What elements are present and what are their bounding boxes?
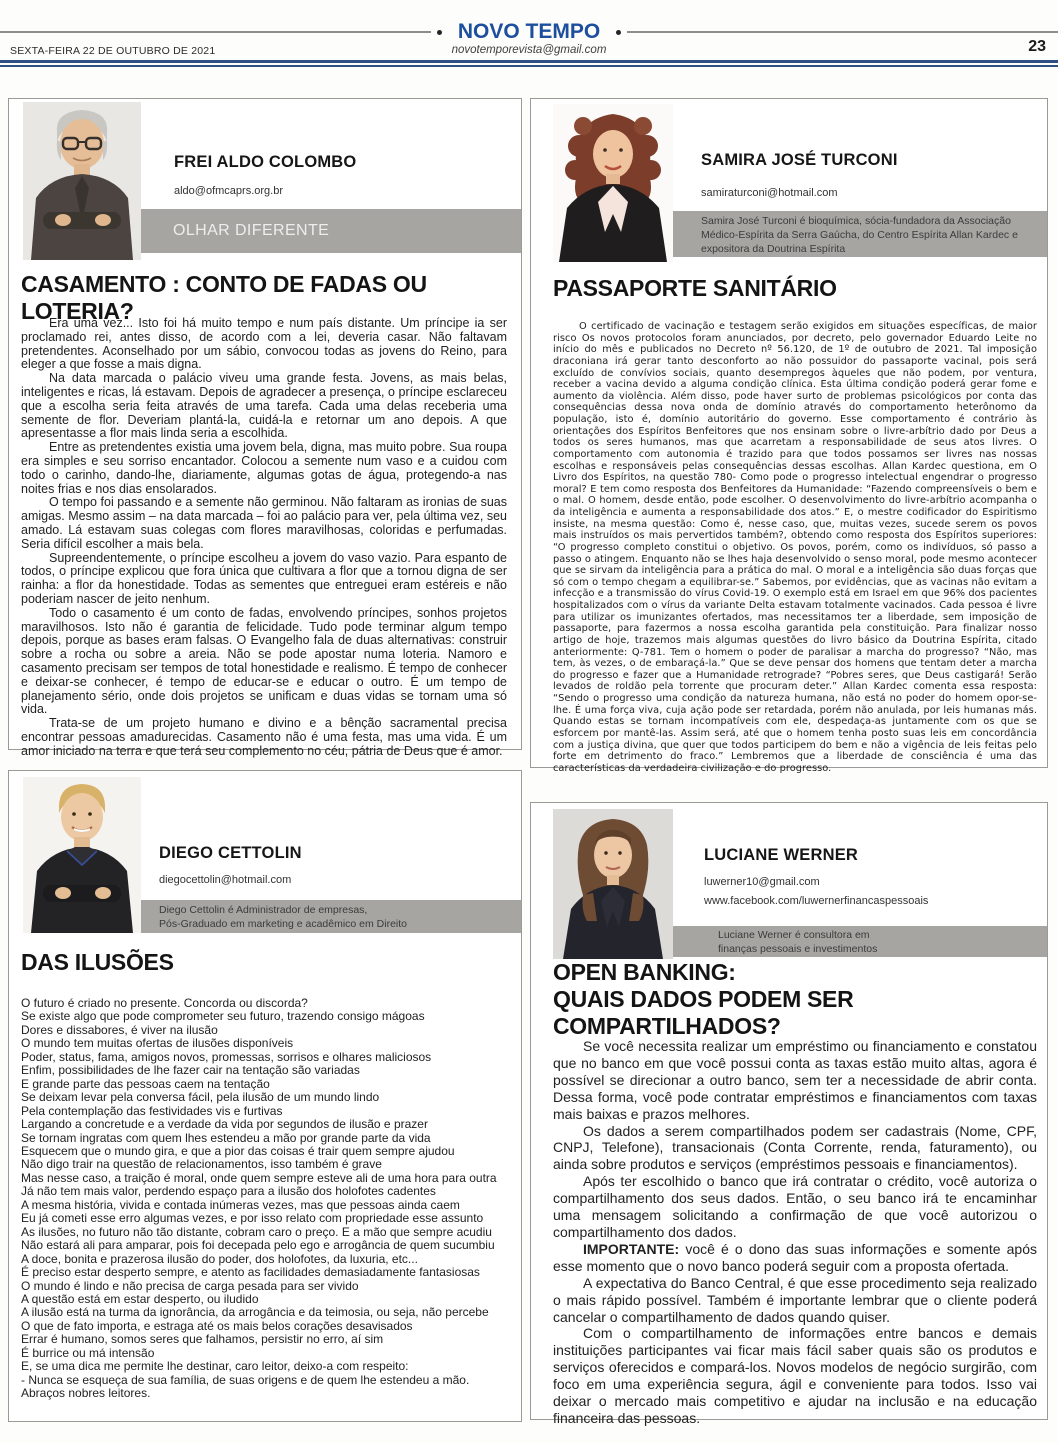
text-line: Não digo trair na questão de relacionamentos, isso também é grave <box>21 1157 382 1172</box>
article-title: CASAMENTO : CONTO DE FADAS OU LOTERIA? <box>21 271 427 324</box>
author-bio-band <box>657 211 1047 257</box>
article-title: DAS ILUSÕES <box>21 949 174 975</box>
text-line: Luciane Werner é consultora em <box>718 929 870 941</box>
author-photo-luciane <box>553 809 673 959</box>
text-line: E grande parte das pessoas caem na tentação <box>21 1076 270 1091</box>
text-line: Enfim, possibilidades de lhe fazer cair na tentação são variadas <box>21 1063 360 1078</box>
article-passaporte-sanitario <box>530 98 1048 774</box>
author-email: diegocettolin@hotmail.com <box>159 874 292 886</box>
section-label: OLHAR DIFERENTE <box>173 222 330 239</box>
text-line: Era uma vez... Isto foi há muito tempo e num país distante. Um príncipe ia ser proclamado rei, antes disso, de acordo com a lei, deveria casar. Não faltavam pretendentes. Aconselhado por um sábio, convocou todas as jovens do Reino, para eleger a que fosse a mais digna. <box>21 316 507 372</box>
text-line: Eu já cometi esse erro algumas vezes, e por isso relato com propriedade esse assunto <box>21 1211 484 1226</box>
text-line: A ilusão está na turma da ignorância, da arrogância e da teimosia, ou seja, não percebe <box>21 1305 489 1320</box>
author-name: SAMIRA JOSÉ TURCONI <box>701 151 898 169</box>
article-body <box>21 317 507 759</box>
masthead-dot-icon <box>616 30 621 35</box>
text-line: Se existe algo que pode comprometer seu futuro, trazendo consigo mágoas <box>21 1009 425 1024</box>
text-line: O certificado de vacinação e testagem serão exigidos em situações específicas, de maior risco Os novos protocolos foram anunciados, por decreto, pelo governador Eduardo Leite no início do mês e publicados no Decreto nº 56.120, de 1º de outubro de 2021. Tal imposição draconiana irá gerar tanto desconforto ao não possuidor do passaporte vacinal, pois será excluído de convívios sociais, quanto desempregos àqueles que não podem, por ventura, receber a vacina devido a alguma condição clínica. Esta última condição poderá gerar fome e aumento da violência. Além disso, pode haver surto de problemas psicológicos por conta das consequências dessa nova onda de domínio através do comportamento heterônomo da população, isto é, domínio autoritário do governo. Esse comportamento é contrário às orientações dos Espíritos Benfeitores que nos ensinam sobre o livre-arbítrio dado por Deus a todos os seres humanos, mas que acarretam a responsabilidade de seus atos livres. O comportamento com autonomia é trazido para que todos possamos ser livres nas nossas escolhas e responsáveis pelas consequências dessas escolhas. Allan Kardec questiona, em O Livro dos Espíritos, na questão 780- Como pode o progresso intelectual engendrar o progresso moral? E tem como resposta dos Benfeitores da Humanidade: “Fazendo compreensíveis o bem e o mal. O homem, desde então, pode escolher. O desenvolvimento do livre-arbítrio acompanha o da inteligência e aumenta a responsabilidade dos atos.” E, o mestre codificador do Espiritismo insiste, na mesma questão: Como é, nesse caso, que, muitas vezes, sucede serem os povos mais instruídos os mais pervertidos também?, obtendo como resposta dos Espíritos superiores: “O progresso completo constitui o objetivo. Os povos, porém, como os indivíduos, só passo a passo o atingem. Enquanto não se lhes haja desenvolvido o senso moral, pode mesmo acontecer que se sirvam da inteligência para a prática do mal. O moral e a inteligência são duas forças que só com o tempo chegam a equilibrar-se.” Sabemos, por evidências, que as vacinas não evitam a infecção e a transmissão do vírus Covid-19. O exemplo está em Israel em que 96% dos pacientes hospitalizados com o vírus da variante Delta estavam totalmente vacinados. Cada pessoa é livre para utilizar os imunizantes ofertados, mas necessitamos ter a liberdade, sem imposição de passaporte, para fazermos a nossa escolha garantida pela constituição. Para finalizar nosso artigo de hoje, trazemos mais algumas questões do livro básico da Doutrina Espírita, citado anteriormente: Q-781. Tem o homem o poder de paralisar a marcha do progresso? “Não, mas tem, às vezes, o de embaraçá-la.” Que se deve pensar dos homens que tentam deter a marcha do progresso e fazer que a Humanidade retrograde? “Pobres seres, que Deus castigará! Serão levados de roldão pela torrente que procuram deter.” Allan Kardec comenta essa resposta: “Sendo o progresso uma condição da natureza humana, não está no poder do homem opor-se-lhe. É uma força viva, cuja ação pode ser retardada, porém não anulada, por leis humanas más. Quando estas se tornam incompatíveis com ele, despedaça-as juntamente com os que se esforcem por mantê-las. Assim será, até que o homem tenha posto suas leis em concordância com a justiça divina, que quer que todos participem do bem e não a vigência de leis feitas pelo forte em detrimento do fraco.” Lembremos que a liberdade de consciência é uma das características da verdadeira civilização e do progresso. <box>553 321 1037 774</box>
text-line: IMPORTANTE: você é o dono das suas informações e somente após esse momento que o novo banco poderá seguir com a proposta ofertada. <box>553 1240 1037 1274</box>
text-line: O tempo foi passando e a semente não germinou. Não faltaram as ironias de suas amigas. Mesmo assim – na data marcada – foi ao palácio para ver, pela última vez, seu amado. Lá estavam suas colegas com flores maravilhosas, coloridas e perfumadas. Seria difícil escolher a mais bela. <box>21 495 507 551</box>
edition-date: SEXTA-FEIRA 22 DE OUTUBRO DE 2021 <box>10 45 216 57</box>
article-body <box>553 321 1037 774</box>
text-line: Com o compartilhamento de informações entre bancos e demais instituições participantes vai ficar mais fácil saber quais são os produtos e serviços oferecidos e compará-los. Novos modelos de negócio surgirão, com foco em uma experiência segura, ágil e conveniente para todos. Isso vai deixar o mercado mais competitivo e ajudar na inclusão e na educação financeira das pessoas. <box>553 1325 1037 1426</box>
text-line: O que de fato importa, e estraga até os mais belos corações desavisados <box>21 1318 413 1333</box>
text-line: Todo o casamento é um conto de fadas, envolvendo príncipes, sonhos projetos maravilhosos. Isto não é garantia de felicidade. Tudo pode terminar algum tempo depois, porque as bases eram falsas. O Evangelho fala de duas alternativas: construir sobre a rocha ou sobre a areia. Não se pode apostar numa loteria. Namoro e casamento precisam ser tempos de total honestidade e realismo. É tempo de conhecer e deixar-se conhecer, é tempo de educar-se e educar o outro. É um tempo de planejamento sério, onde dois projetos se unificam e duas vidas se tornam uma só vida. <box>21 605 507 717</box>
text-line: Não estará ali para amparar, pois foi decepada pelo ego e arrogância de quem sucumbiu <box>21 1238 495 1253</box>
text-line: Já não tem mais valor, perdendo espaço para a ilusão dos holofotes cadentes <box>21 1184 436 1199</box>
author-bio <box>159 903 513 931</box>
text-line: A expectativa do Banco Central, é que esse procedimento seja realizado o mais rápido possível. Também é importante lembrar que o cliente poderá cancelar o compartilhamento de dados quando quiser. <box>553 1274 1037 1325</box>
text-line: Supreendentemente, o príncipe escolheu a jovem do vaso vazio. Para espanto de todos, o príncipe explicou que fora única que cultivara a flor que a tornou digna de ser rainha: a flor da honestidade. Todas as sementes que entreguei eram estéreis e não poderiam nascer de jeito nenhum. <box>21 550 507 606</box>
text-line: Samira José Turconi é bioquímica, sócia-fundadora da Associação <box>701 215 1011 227</box>
author-email: aldo@ofmcaprs.org.br <box>174 185 283 197</box>
author-name: FREI ALDO COLOMBO <box>174 153 357 171</box>
text-line: Errar é humano, somos seres que falhamos, persistir no erro, aí sim <box>21 1332 384 1347</box>
author-bio-band <box>657 926 1047 957</box>
masthead-rule-left <box>0 31 431 33</box>
page-number: 23 <box>1028 38 1046 55</box>
text-line: É preciso estar desperto sempre, e atento as facilidades demasiadamente fantasiosas <box>21 1265 480 1280</box>
masthead-rule-right <box>627 31 1058 33</box>
text-line: Largando a concretude e a verdade da vida por segundos de ilusão e prazer <box>21 1117 428 1132</box>
author-contacts <box>704 873 928 911</box>
text-line: Se tornam ingratas com quem lhes estendeu a mão por grande parte da vida <box>21 1130 431 1145</box>
header-rule-thick <box>0 60 1058 63</box>
text-line: É burrice ou má intensão <box>21 1345 155 1360</box>
text-line: finanças pessoais e investimentos <box>718 943 878 955</box>
author-email: luwerner10@gmail.com <box>704 876 820 888</box>
article-body <box>21 997 507 1401</box>
text-line: E, se uma dica me permite lhe destinar, caro leitor, deixo-a com respeito: <box>21 1359 409 1374</box>
text-line: Trata-se de um projeto humano e divino e a bênção sacramental precisa encontrar pessoas amadurecidas. Casamento não é uma festa, mas uma vida. É um amor iniciado na terra e que terá seu complemento no céu, pátria de Deus que é amor. <box>21 716 507 758</box>
text-line: Após ter escolhido o banco que irá contratar o crédito, você autoriza o compartilhamento dos seus dados. Então, o seu banco irá te encaminhar uma mensagem solicitando a confirmação de que você autorizou o compartilhamento dos dados. <box>553 1173 1037 1240</box>
author-facebook-url: www.facebook.com/luwernerfinancaspessoais <box>704 895 929 907</box>
article-olhar-diferente <box>8 98 522 758</box>
masthead-email: novotemporevista@gmail.com <box>451 44 607 56</box>
author-photo-frei-aldo <box>23 102 141 260</box>
masthead-title: NOVO TEMPO <box>457 20 601 43</box>
text-line: O mundo tem muitas ofertas de ilusões disponíveis <box>21 1036 294 1051</box>
text-line: Na data marcada o palácio viveu uma grande festa. Jovens, as mais belas, inteligentes e ricas, lá estavam. Depois de agradecer a presença, o príncipe esclareceu que a escolha seria feita através de uma tarefa. Cada uma delas receberia uma semente de flor. Deveriam plantá-la, cuidá-la e retornar um ano depois. A que apresentasse a flor mais linda seria a escolhida. <box>21 371 507 441</box>
text-line: expositora da Doutrina Espírita <box>701 243 846 255</box>
masthead-dot-icon <box>437 30 442 35</box>
text-line: Entre as pretendentes existia uma jovem bela, digna, mas muito pobre. Sua roupa era simples e seu sorriso encantador. Colocou a semente num vaso e a cuidou com todo o carinho, dando-lhe, diariamente, algumas gotas de água, protegendo-a nas noites frias e nos dias ensolarados. <box>21 440 507 496</box>
text-line: Mas nesse caso, a traição é moral, onde quem sempre esteve ali de uma hora para outra <box>21 1170 497 1185</box>
text-line: Se você necessita realizar um empréstimo ou financiamento e constatou que no banco em que você possui conta as taxas estão muito altas, agora é possível se direcionar a outro banco, sem ter a necessidade de abrir conta. Dessa forma, você pode contratar empréstimos e financiamentos com taxas mais baixas e prazos melhores. <box>553 1038 1037 1122</box>
author-email: samiraturconi@hotmail.com <box>701 187 838 199</box>
text-line: O mundo é lindo e não precisa de carga pesada para ser vivido <box>21 1278 359 1293</box>
text-line: O futuro é criado no presente. Concorda ou discorda? <box>21 996 308 1010</box>
article-das-ilusoes <box>8 770 522 1422</box>
text-line: Diego Cettolin é Administrador de empresas, <box>159 904 368 916</box>
text-line: Dores e dissabores, é viver na ilusão <box>21 1022 218 1037</box>
text-line: Pós-Graduado em marketing e acadêmico em Direito <box>159 918 408 930</box>
text-line: Se deixam levar pela conversa fácil, pela ilusão de um mundo lindo <box>21 1090 380 1105</box>
text-line: Esquecem que o mundo gira, e que a pior das coisas é trair quem sempre ajudou <box>21 1143 455 1158</box>
section-band <box>135 209 521 253</box>
author-bio-band <box>135 900 521 933</box>
text-line: As ilusões, no futuro não tão distante, cobram caro o preço. E a mão que sempre acudiu <box>21 1224 492 1239</box>
text-line: A mesma história, vivida e contada inúmeras vezes, mas que pessoas ainda caem <box>21 1197 460 1212</box>
text-line: Abraços nobres leitores. <box>21 1386 151 1401</box>
article-title-line2: QUAIS DADOS PODEM SER COMPARTILHADOS? <box>553 986 854 1039</box>
text-line: A questão está em estar desperto, ou iludido <box>21 1291 259 1306</box>
text-line: - Nunca se esqueça de sua família, de suas origens e de quem lhe estendeu a mão. <box>21 1372 470 1387</box>
header-rule-thin <box>0 65 1058 67</box>
article-title <box>553 959 1047 1040</box>
article-title: PASSAPORTE SANITÁRIO <box>553 275 837 301</box>
article-body <box>553 1038 1037 1427</box>
author-bio <box>701 214 1039 256</box>
text-line: Poder, status, fama, amigos novos, promessas, sorrisos e olhares maliciosos <box>21 1049 432 1064</box>
article-open-banking <box>530 802 1048 1426</box>
text-line: Pela contemplação das festividades vis e furtivas <box>21 1103 283 1118</box>
text-line: Médico-Espírita da Serra Gaúcha, do Centro Espírita Allan Kardec e <box>701 229 1018 241</box>
author-name: DIEGO CETTOLIN <box>159 844 302 862</box>
text-line: Os dados a serem compartilhados podem ser cadastrais (Nome, CPF, CNPJ, Telefone), transacionais (Conta Corrente, renda, faturamento), ou ainda sobre produtos e serviços (empréstimos pessoais e financiamentos). <box>553 1122 1037 1173</box>
text-line: A doce, bonita e prazerosa ilusão do poder, dos holofotes, da luxuria, etc... <box>21 1251 418 1266</box>
author-photo-samira <box>553 104 673 262</box>
article-title-line1: OPEN BANKING: <box>553 959 736 985</box>
author-bio <box>718 928 1039 956</box>
masthead <box>0 20 1058 44</box>
author-photo-diego <box>23 777 141 933</box>
author-name: LUCIANE WERNER <box>704 846 859 864</box>
